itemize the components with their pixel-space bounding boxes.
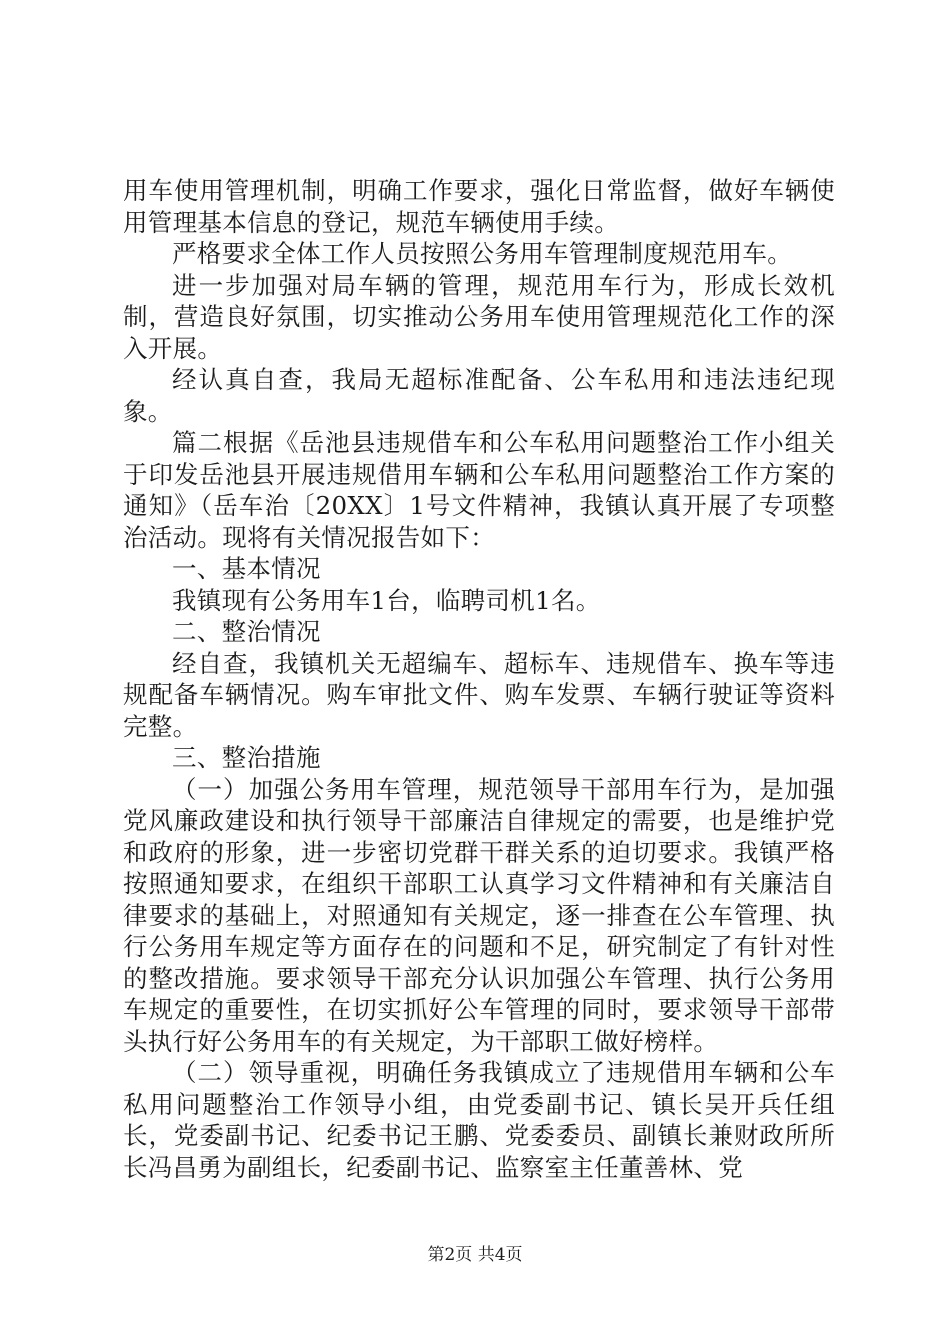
paragraph-4: 经认真自查，我局无超标准配备、公车私用和违法违纪现象。 — [123, 365, 835, 426]
document-body — [123, 175, 835, 1183]
paragraph-2: 严格要求全体工作人员按照公务用车管理制度规范用车。 — [172, 239, 792, 268]
section-heading-1: 一、基本情况 — [172, 554, 321, 583]
paragraph-5: 篇二根据《岳池县违规借车和公车私用问题整治工作小组关于印发岳池县开展违规借用车辆和公车私用问题整治工作方案的通知》（岳车治〔20XX〕1号文件精神，我镇认真开展了专项整治活动。现将有关情况报告如下： — [123, 428, 835, 552]
paragraph-12: （二）领导重视，明确任务我镇成立了违规借用车辆和公车私用问题整治工作领导小组，由党委副书记、镇长吴开兵任组长，党委副书记、纪委书记王鹏、党委委员、副镇长兼财政所所长冯昌勇为副组长，纪委副书记、监察室主任董善林、党 — [123, 1058, 835, 1182]
paragraph-7: 我镇现有公务用车1台，临聘司机1名。 — [172, 585, 601, 615]
page-number-footer: 第2页 共4页 — [427, 1245, 523, 1265]
section-heading-2: 二、整治情况 — [172, 617, 321, 646]
paragraph-3: 进一步加强对局车辆的管理，规范用车行为，形成长效机制，营造良好氛围，切实推动公务用车使用管理规范化工作的深入开展。 — [123, 270, 835, 363]
paragraph-9: 经自查，我镇机关无超编车、超标车、违规借车、换车等违规配备车辆情况。购车审批文件、购车发票、车辆行驶证等资料完整。 — [123, 648, 835, 741]
paragraph-1: 用车使用管理机制，明确工作要求，强化日常监督，做好车辆使用管理基本信息的登记，规范车辆使用手续。 — [123, 176, 835, 237]
section-heading-3: 三、整治措施 — [172, 743, 321, 772]
paragraph-11: （一）加强公务用车管理，规范领导干部用车行为，是加强党风廉政建设和执行领导干部廉洁自律规定的需要，也是维护党和政府的形象，进一步密切党群干群关系的迫切要求。我镇严格按照通知要求，在组织干部职工认真学习文件精神和有关廉洁自律要求的基础上，对照通知有关规定，逐一排查在公车管理、执行公务用车规定等方面存在的问题和不足，研究制定了有针对性的整改措施。要求领导干部充分认识加强公车管理、执行公务用车规定的重要性，在切实抓好公车管理的同时，要求领导干部带头执行好公务用车的有关规定，为干部职工做好榜样。 — [123, 774, 835, 1056]
